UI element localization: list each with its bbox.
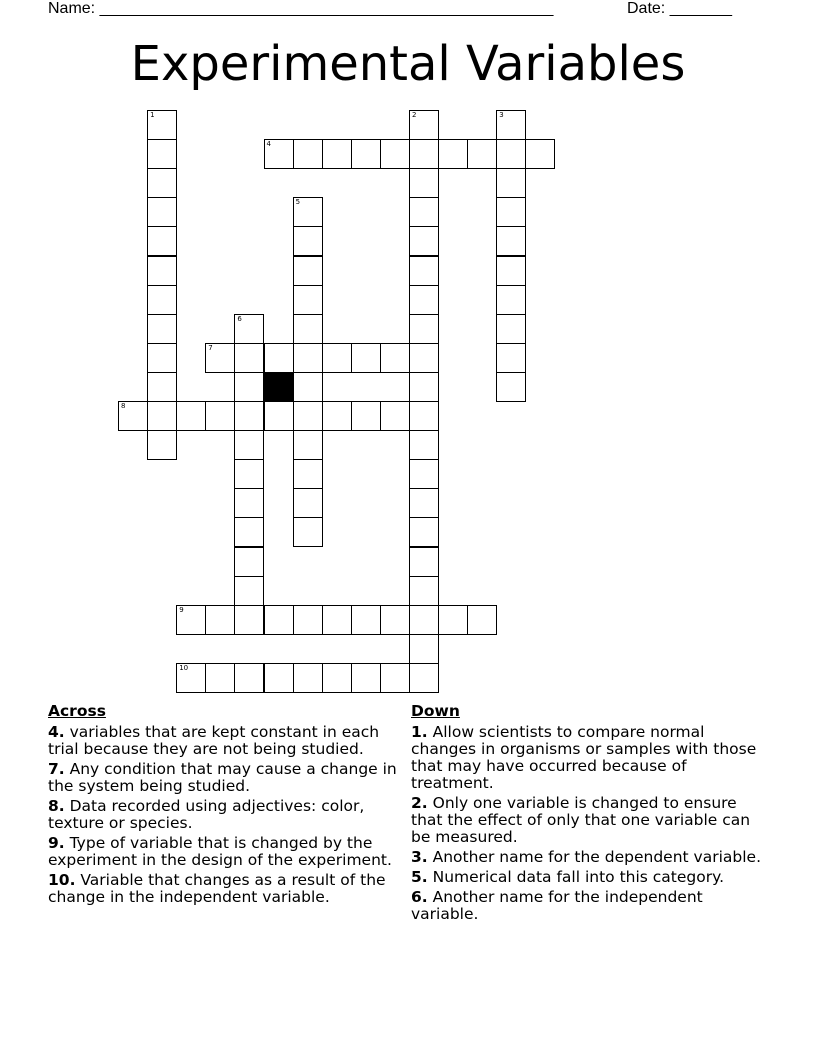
crossword-cell[interactable] — [293, 663, 323, 693]
cell-number: 4 — [266, 140, 271, 149]
cell-number: 9 — [179, 605, 184, 614]
clue-number: 9. — [48, 834, 65, 852]
clue-number: 4. — [48, 723, 65, 741]
crossword-cell[interactable] — [351, 343, 381, 373]
crossword-cell[interactable] — [293, 197, 323, 227]
cell-number: 2 — [412, 111, 417, 119]
crossword-cell[interactable] — [205, 605, 235, 635]
crossword-cell[interactable] — [234, 314, 264, 344]
crossword-cell[interactable] — [264, 401, 294, 431]
crossword-cell[interactable] — [409, 226, 439, 256]
clue-text: Variable that changes as a result of the change in the independent variable. — [48, 871, 386, 906]
crossword-cell[interactable] — [351, 401, 381, 431]
crossword-cell[interactable] — [409, 605, 439, 635]
across-clues — [48, 703, 410, 909]
crossword-cell[interactable] — [409, 517, 439, 547]
crossword-cell[interactable] — [409, 343, 439, 373]
down-clue-6 — [411, 889, 773, 923]
crossword-cell[interactable] — [234, 488, 264, 518]
crossword-cell[interactable] — [147, 343, 177, 373]
crossword-cell[interactable] — [293, 605, 323, 635]
clue-text: Any condition that may cause a change in the system being studied. — [48, 760, 397, 795]
crossword-cell[interactable] — [409, 663, 439, 693]
crossword-cell[interactable] — [234, 517, 264, 547]
crossword-cell[interactable] — [496, 226, 526, 256]
crossword-cell[interactable] — [234, 576, 264, 606]
crossword-cell[interactable] — [293, 517, 323, 547]
crossword-cell[interactable] — [234, 547, 264, 577]
crossword-cell[interactable] — [234, 343, 264, 373]
crossword-cell[interactable] — [293, 430, 323, 460]
crossword-cell[interactable] — [293, 226, 323, 256]
crossword-cell[interactable] — [147, 372, 177, 402]
crossword-cell[interactable] — [409, 459, 439, 489]
crossword-cell[interactable] — [322, 401, 352, 431]
down-clues — [411, 703, 773, 926]
crossword-cell[interactable] — [409, 285, 439, 315]
down-heading: Down — [411, 702, 460, 720]
down-clue-1 — [411, 724, 773, 792]
cell-number: 1 — [150, 111, 155, 119]
crossword-cell[interactable] — [409, 139, 439, 169]
crossword-cell[interactable] — [438, 605, 468, 635]
clue-number: 10. — [48, 871, 76, 889]
cell-number: 6 — [237, 314, 242, 323]
crossword-cell[interactable] — [147, 110, 177, 140]
crossword-cell[interactable] — [467, 139, 497, 169]
clue-text: Type of variable that is changed by the experiment in the design of the experiment. — [48, 834, 392, 869]
crossword-cell[interactable] — [496, 372, 526, 402]
crossword-cell[interactable] — [409, 547, 439, 577]
crossword-cell[interactable] — [496, 168, 526, 198]
crossword-cell[interactable] — [409, 256, 439, 286]
down-clue-2 — [411, 795, 773, 846]
crossword-cell[interactable] — [176, 663, 206, 693]
black-square — [264, 372, 294, 402]
clue-text: variables that are kept constant in each trial because they are not being studied. — [48, 723, 380, 758]
crossword-cell[interactable] — [380, 663, 410, 693]
cell-number: 10 — [179, 663, 189, 672]
clue-number: 1. — [411, 723, 428, 741]
cell-number: 7 — [208, 343, 213, 352]
across-heading: Across — [48, 702, 106, 720]
crossword-cell[interactable] — [409, 430, 439, 460]
crossword-cell[interactable] — [496, 343, 526, 373]
crossword-cell[interactable] — [293, 372, 323, 402]
crossword-cell[interactable] — [496, 110, 526, 140]
crossword-cell[interactable] — [147, 285, 177, 315]
crossword-cell[interactable] — [205, 401, 235, 431]
crossword-cell[interactable] — [293, 401, 323, 431]
across-clue-10 — [48, 872, 410, 906]
crossword-cell[interactable] — [293, 459, 323, 489]
clue-number: 2. — [411, 794, 428, 812]
crossword-cell[interactable] — [438, 139, 468, 169]
date-field[interactable]: Date: _______ — [627, 0, 732, 17]
crossword-cell[interactable] — [293, 488, 323, 518]
crossword-cell[interactable] — [234, 401, 264, 431]
crossword-cell[interactable] — [293, 285, 323, 315]
cell-number: 3 — [499, 111, 504, 119]
crossword-cell[interactable] — [496, 314, 526, 344]
across-clue-4 — [48, 724, 410, 758]
cell-number: 8 — [121, 402, 126, 410]
crossword-cell[interactable] — [205, 343, 235, 373]
crossword-cell[interactable] — [176, 401, 206, 431]
crossword-cell[interactable] — [322, 343, 352, 373]
crossword-cell[interactable] — [351, 663, 381, 693]
crossword-cell[interactable] — [147, 226, 177, 256]
crossword-cell[interactable] — [525, 139, 555, 169]
clue-text: Numerical data fall into this category. — [432, 868, 724, 886]
crossword-cell[interactable] — [234, 663, 264, 693]
crossword-cell[interactable] — [118, 401, 148, 431]
crossword-cell[interactable] — [351, 605, 381, 635]
crossword-cell[interactable] — [380, 343, 410, 373]
crossword-cell[interactable] — [234, 459, 264, 489]
crossword-cell[interactable] — [409, 110, 439, 140]
crossword-cell[interactable] — [293, 314, 323, 344]
crossword-cell[interactable] — [467, 605, 497, 635]
crossword-cell[interactable] — [264, 343, 294, 373]
crossword-cell[interactable] — [351, 139, 381, 169]
crossword-cell[interactable] — [496, 285, 526, 315]
name-field[interactable]: Name: ___________________________________________________ — [48, 0, 554, 17]
clue-text: Another name for the independent variable. — [411, 888, 703, 923]
crossword-cell[interactable] — [264, 139, 294, 169]
across-clue-8 — [48, 798, 410, 832]
crossword-cell[interactable] — [234, 605, 264, 635]
crossword-cell[interactable] — [409, 401, 439, 431]
crossword-cell[interactable] — [409, 576, 439, 606]
across-clue-7 — [48, 761, 410, 795]
crossword-cell[interactable] — [496, 139, 526, 169]
clue-number: 5. — [411, 868, 428, 886]
crossword-cell[interactable] — [409, 168, 439, 198]
crossword-cell[interactable] — [147, 197, 177, 227]
clue-text: Data recorded using adjectives: color, texture or species. — [48, 797, 365, 832]
across-clue-9 — [48, 835, 410, 869]
crossword-cell[interactable] — [380, 139, 410, 169]
crossword-cell[interactable] — [496, 197, 526, 227]
page-title: Experimental Variables — [130, 36, 686, 92]
crossword-cell[interactable] — [380, 401, 410, 431]
crossword-cell[interactable] — [234, 430, 264, 460]
clue-number: 6. — [411, 888, 428, 906]
crossword-cell[interactable] — [205, 663, 235, 693]
crossword-cell[interactable] — [293, 139, 323, 169]
crossword-cell[interactable] — [147, 430, 177, 460]
clue-text: Allow scientists to compare normal changes in organisms or samples with those that may have occurred because of treatment. — [411, 723, 757, 792]
crossword-cell[interactable] — [147, 168, 177, 198]
crossword-cell[interactable] — [409, 372, 439, 402]
crossword-cell[interactable] — [293, 343, 323, 373]
down-clue-3 — [411, 849, 773, 866]
crossword-cell[interactable] — [322, 139, 352, 169]
crossword-cell[interactable] — [409, 634, 439, 664]
crossword-cell[interactable] — [293, 256, 323, 286]
crossword-cell[interactable] — [322, 663, 352, 693]
clue-number: 8. — [48, 797, 65, 815]
crossword-cell[interactable] — [322, 605, 352, 635]
crossword-cell[interactable] — [264, 663, 294, 693]
crossword-cell[interactable] — [496, 256, 526, 286]
crossword-cell[interactable] — [147, 401, 177, 431]
clue-number: 3. — [411, 848, 428, 866]
clue-text: Another name for the dependent variable. — [432, 848, 761, 866]
cell-number: 5 — [295, 198, 301, 207]
clue-text: Only one variable is changed to ensure that the effect of only that one variable can be measured. — [411, 794, 751, 846]
crossword-cell[interactable] — [176, 605, 206, 635]
crossword-cell[interactable] — [234, 372, 264, 402]
crossword-cell[interactable] — [409, 314, 439, 344]
crossword-cell[interactable] — [147, 314, 177, 344]
clue-number: 7. — [48, 760, 65, 778]
crossword-cell[interactable] — [380, 605, 410, 635]
down-clue-5 — [411, 869, 773, 886]
crossword-cell[interactable] — [409, 488, 439, 518]
crossword-cell[interactable] — [264, 605, 294, 635]
crossword-cell[interactable] — [147, 139, 177, 169]
crossword-cell[interactable] — [409, 197, 439, 227]
crossword-cell[interactable] — [147, 256, 177, 286]
